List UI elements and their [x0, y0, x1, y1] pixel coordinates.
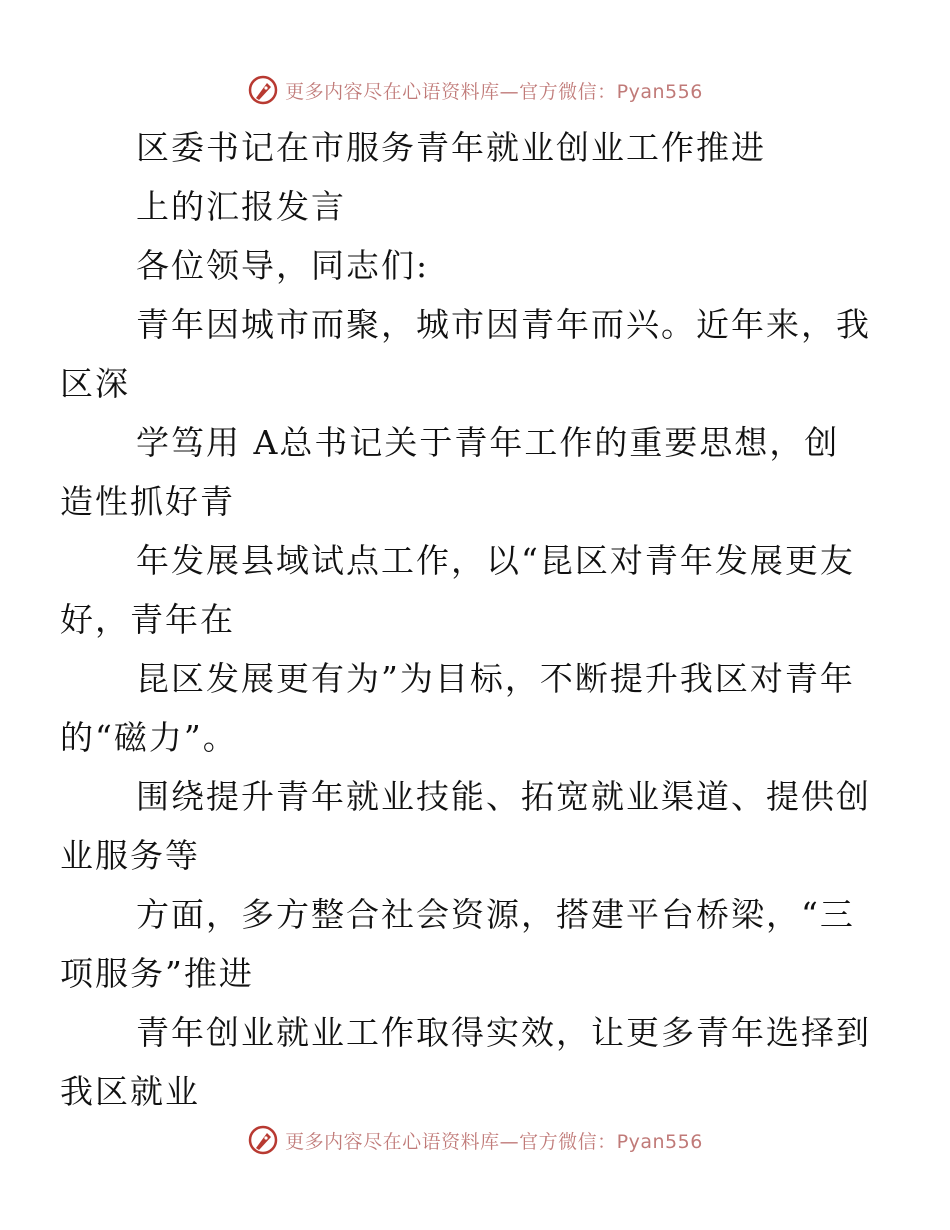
- banner-text: 更多内容尽在心语资料库—官方微信：Pyan556: [285, 80, 703, 103]
- header-banner: [0, 70, 950, 110]
- banner-text: 更多内容尽在心语资料库—官方微信：Pyan556: [285, 1130, 703, 1153]
- paragraph: 围绕提升青年就业技能、拓宽就业渠道、提供创 业服务等: [60, 777, 871, 875]
- paragraph: 方面，多方整合社会资源，搭建平台桥梁，“三 项服务”推进: [60, 895, 855, 993]
- paragraph: 昆区发展更有为”为目标，不断提升我区对青年 的“磁力”。: [60, 659, 855, 757]
- title-line-1: 区委书记在市服务青年就业创业工作推进: [136, 128, 766, 167]
- paragraph: 青年创业就业工作取得实效，让更多青年选择到 我区就业: [60, 1013, 871, 1111]
- salutation: 各位领导，同志们:: [136, 246, 430, 285]
- paragraph: 学笃用 A总书记关于青年工作的重要思想，创 造性抓好青: [60, 423, 840, 521]
- document-body: [60, 118, 871, 1121]
- footer-banner: [0, 1120, 950, 1160]
- pen-nib-logo-icon: [247, 74, 279, 106]
- paragraph: 年发展县域试点工作，以“昆区对青年发展更友 好，青年在: [60, 541, 855, 639]
- title-line-2: 上的汇报发言: [136, 187, 346, 226]
- pen-nib-logo-icon: [247, 1124, 279, 1156]
- paragraph: 青年因城市而聚，城市因青年而兴。近年来，我 区深: [60, 305, 871, 403]
